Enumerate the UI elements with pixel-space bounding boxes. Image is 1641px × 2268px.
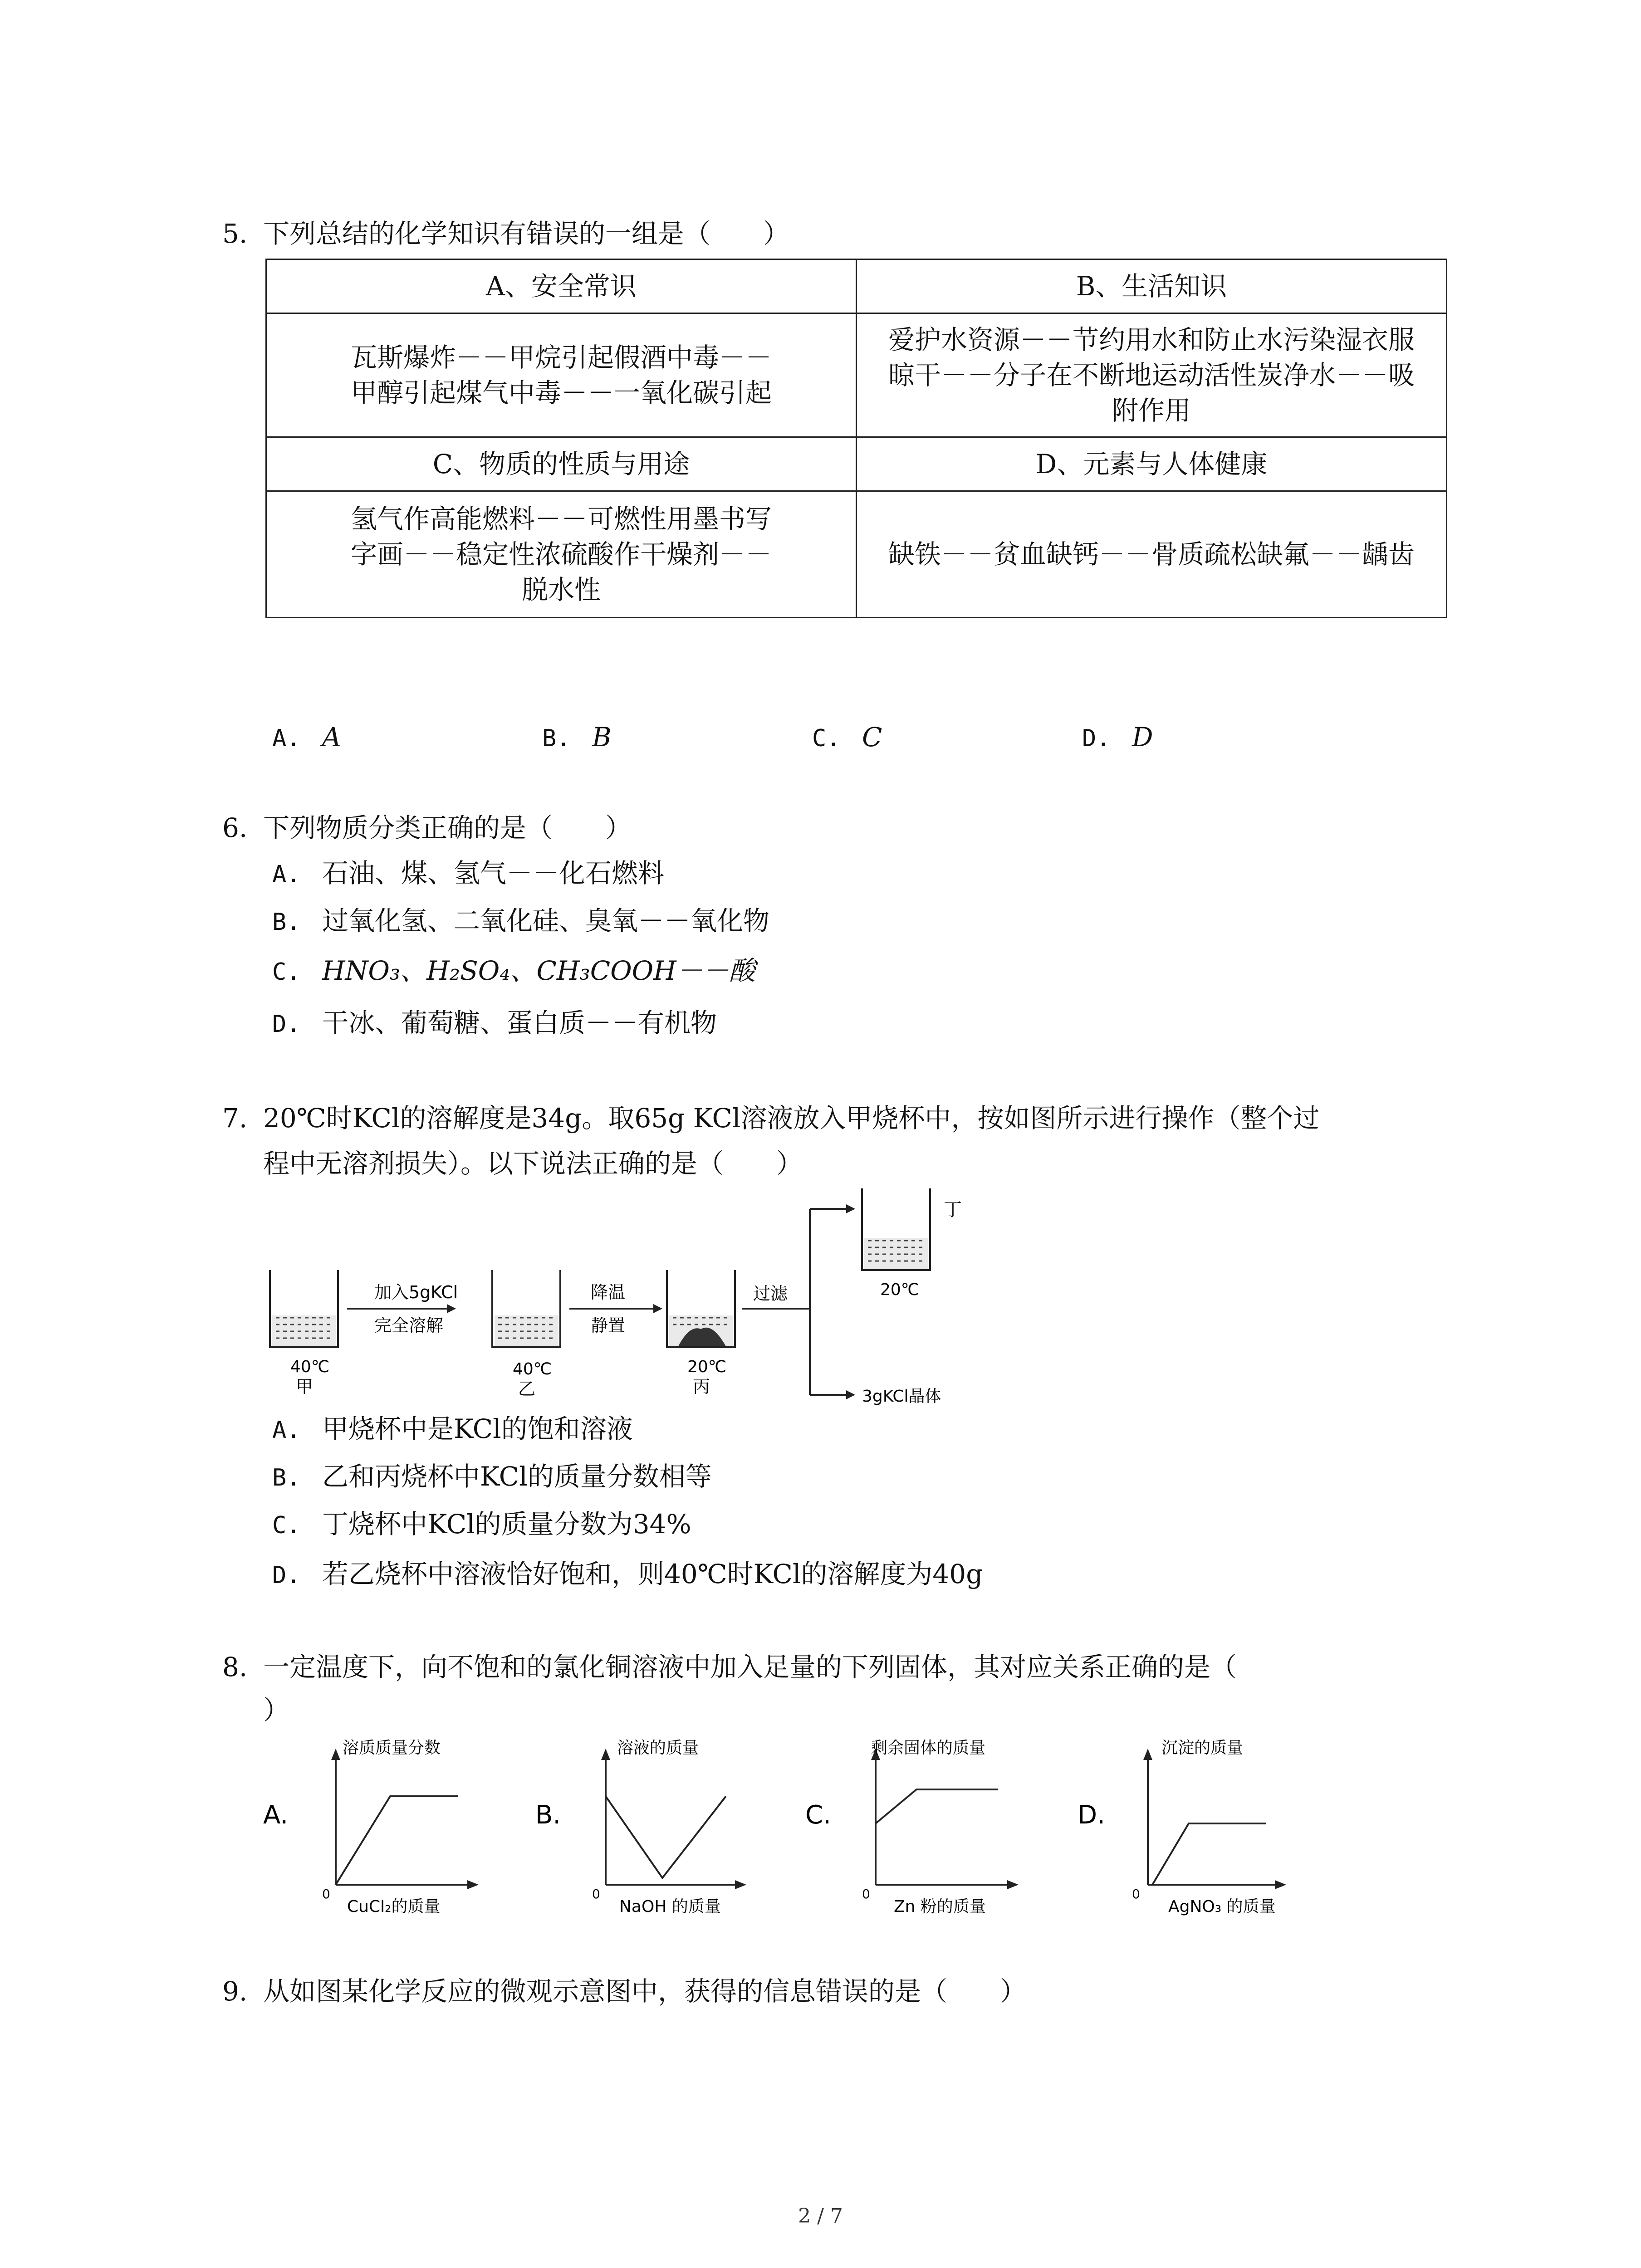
option-label: A. (272, 725, 301, 752)
graph-curve (336, 1796, 458, 1885)
graph-b[interactable] (535, 1739, 746, 1916)
graph-ylabel: 沉淀的质量 (1161, 1739, 1244, 1757)
page-number: 2 / 7 (798, 2204, 843, 2228)
table-head-c: C、物质的性质与用途 (266, 437, 857, 491)
graph-xlabel: Zn 粉的质量 (894, 1897, 986, 1916)
option-c[interactable] (812, 719, 882, 757)
question-text: 下列物质分类正确的是（ ） (263, 812, 632, 843)
question-7-stem-line2: 程中无溶剂损失）。以下说法正确的是（ ） (263, 1148, 803, 1179)
option-text: 若乙烧杯中溶液恰好饱和，则40℃时KCl的溶解度为40g (322, 1559, 983, 1589)
question-9-stem (222, 1971, 1026, 2012)
question-8-stem-line1 (222, 1647, 1237, 1687)
arrow-label-bottom: 完全溶解 (374, 1315, 444, 1335)
option-c[interactable] (272, 1506, 691, 1544)
graph-curve (876, 1789, 998, 1823)
question-6-stem (222, 807, 632, 848)
graph-xlabel: AgNO₃ 的质量 (1168, 1897, 1276, 1916)
question-text: 从如图某化学反应的微观示意图中，获得的信息错误的是（ ） (263, 1976, 1027, 2007)
question-number: 8. (222, 1652, 248, 1682)
option-label: D. (272, 1562, 301, 1589)
question-7-stem-line1 (222, 1098, 1319, 1139)
option-a[interactable] (272, 855, 664, 893)
graph-origin: 0 (592, 1887, 600, 1901)
beaker-jia (270, 1270, 338, 1397)
arrow-add-kcl (347, 1282, 458, 1335)
q8-graph-options (263, 1733, 1352, 1928)
graph-curve (1152, 1823, 1266, 1885)
beaker-name: 丙 (693, 1377, 710, 1397)
option-text: A (322, 722, 341, 753)
arrow-label-top: 降温 (591, 1282, 626, 1302)
q7-process-diagram (254, 1179, 1025, 1442)
option-d[interactable] (272, 1556, 983, 1593)
table-head-a: A、安全常识 (266, 259, 857, 313)
beaker-temp: 40℃ (513, 1360, 552, 1378)
arrow-label: 过滤 (753, 1284, 788, 1304)
question-8-stem-line2: ） (263, 1695, 290, 1725)
option-label: D. (1082, 725, 1111, 752)
beaker-temp: 40℃ (290, 1358, 330, 1376)
graph-option-label: D. (1078, 1800, 1105, 1830)
graph-option-label: A. (263, 1800, 289, 1830)
option-label: B. (272, 909, 301, 936)
option-text: 甲烧杯中是KCl的饱和溶液 (322, 1413, 633, 1444)
graph-option-label: C. (805, 1800, 831, 1830)
beaker-temp: 20℃ (880, 1281, 920, 1299)
graph-a[interactable] (263, 1739, 479, 1916)
option-label: A. (272, 861, 301, 888)
option-label: B. (542, 725, 571, 752)
option-a[interactable] (272, 1411, 633, 1448)
option-b[interactable] (542, 719, 612, 757)
question-5-stem (222, 213, 789, 254)
question-number: 6. (222, 812, 248, 843)
option-d[interactable] (1082, 719, 1153, 757)
option-text: 丁烧杯中KCl的质量分数为34% (322, 1509, 691, 1540)
beaker-ding (862, 1188, 962, 1299)
question-text: 20℃时KCl的溶解度是34g。取65g KCl溶液放入甲烧杯中，按如图所示进行操作（整个过 (263, 1103, 1320, 1134)
question-text: 下列总结的化学知识有错误的一组是（ ） (263, 218, 790, 249)
graph-origin: 0 (322, 1887, 330, 1901)
crystal-label: 3gKCl晶体 (862, 1387, 941, 1406)
table-cell-a: 瓦斯爆炸－－甲烷引起假酒中毒－－ 甲醇引起煤气中毒－－一氧化碳引起 (266, 313, 857, 437)
question-number: 9. (222, 1976, 248, 2007)
option-a[interactable] (272, 719, 341, 757)
question-5-table (265, 259, 1447, 618)
arrow-label-top: 加入5gKCl (374, 1282, 458, 1302)
graph-d[interactable] (1078, 1739, 1286, 1916)
graph-c[interactable] (805, 1739, 1019, 1916)
table-head-d: D、元素与人体健康 (857, 437, 1447, 491)
graph-ylabel: 溶质质量分数 (343, 1739, 441, 1757)
beaker-name: 甲 (296, 1377, 314, 1397)
beaker-name: 丁 (944, 1199, 962, 1220)
option-text: 过氧化氢、二氧化硅、臭氧－－氧化物 (322, 905, 770, 936)
graph-option-label: B. (535, 1800, 561, 1830)
option-label: C. (272, 1512, 301, 1539)
arrow-label-bottom: 静置 (591, 1315, 626, 1335)
table-cell-c: 氢气作高能燃料－－可燃性用墨书写 字画－－稳定性浓硫酸作干燥剂－－ 脱水性 (266, 491, 857, 618)
arrow-filter (742, 1204, 855, 1399)
option-label: A. (272, 1417, 301, 1444)
graph-ylabel: 剩余固体的质量 (871, 1739, 986, 1757)
option-text: 乙和丙烧杯中KCl的质量分数相等 (322, 1461, 712, 1492)
option-text: C (862, 722, 882, 753)
graph-origin: 0 (862, 1887, 870, 1901)
option-text: 干冰、葡萄糖、蛋白质－－有机物 (322, 1007, 717, 1038)
graph-xlabel: NaOH 的质量 (619, 1897, 721, 1916)
option-text: HNO₃、H₂SO₄、CH₃COOH－－酸 (322, 955, 755, 986)
beaker-name: 乙 (518, 1379, 536, 1399)
beaker-temp: 20℃ (687, 1358, 727, 1376)
option-label: C. (272, 958, 301, 986)
beaker-yi (492, 1270, 560, 1399)
question-number: 5. (222, 218, 248, 249)
option-label: C. (812, 725, 841, 752)
option-label: D. (272, 1011, 301, 1038)
option-d[interactable] (272, 1005, 717, 1042)
beaker-bing (667, 1270, 735, 1397)
graph-origin: 0 (1132, 1887, 1140, 1901)
option-c[interactable] (272, 953, 755, 990)
table-cell-d: 缺铁－－贫血缺钙－－骨质疏松缺氟－－龋齿 (857, 491, 1447, 618)
table-head-b: B、生活知识 (857, 259, 1447, 313)
graph-xlabel: CuCl₂的质量 (347, 1897, 441, 1916)
graph-ylabel: 溶液的质量 (617, 1739, 699, 1757)
question-text: 一定温度下，向不饱和的氯化铜溶液中加入足量的下列固体，其对应关系正确的是（ (263, 1652, 1237, 1682)
option-text: D (1132, 722, 1153, 753)
question-number: 7. (222, 1103, 248, 1134)
option-text: 石油、煤、氢气－－化石燃料 (322, 858, 665, 889)
option-b[interactable] (272, 1458, 712, 1496)
option-label: B. (272, 1464, 301, 1491)
arrow-cool (569, 1282, 662, 1335)
graph-curve (606, 1796, 726, 1878)
option-b[interactable] (272, 903, 769, 940)
table-cell-b: 爱护水资源－－节约用水和防止水污染湿衣服 晾干－－分子在不断地运动活性炭净水－－吸 附作用 (857, 313, 1447, 437)
option-text: B (592, 722, 612, 753)
